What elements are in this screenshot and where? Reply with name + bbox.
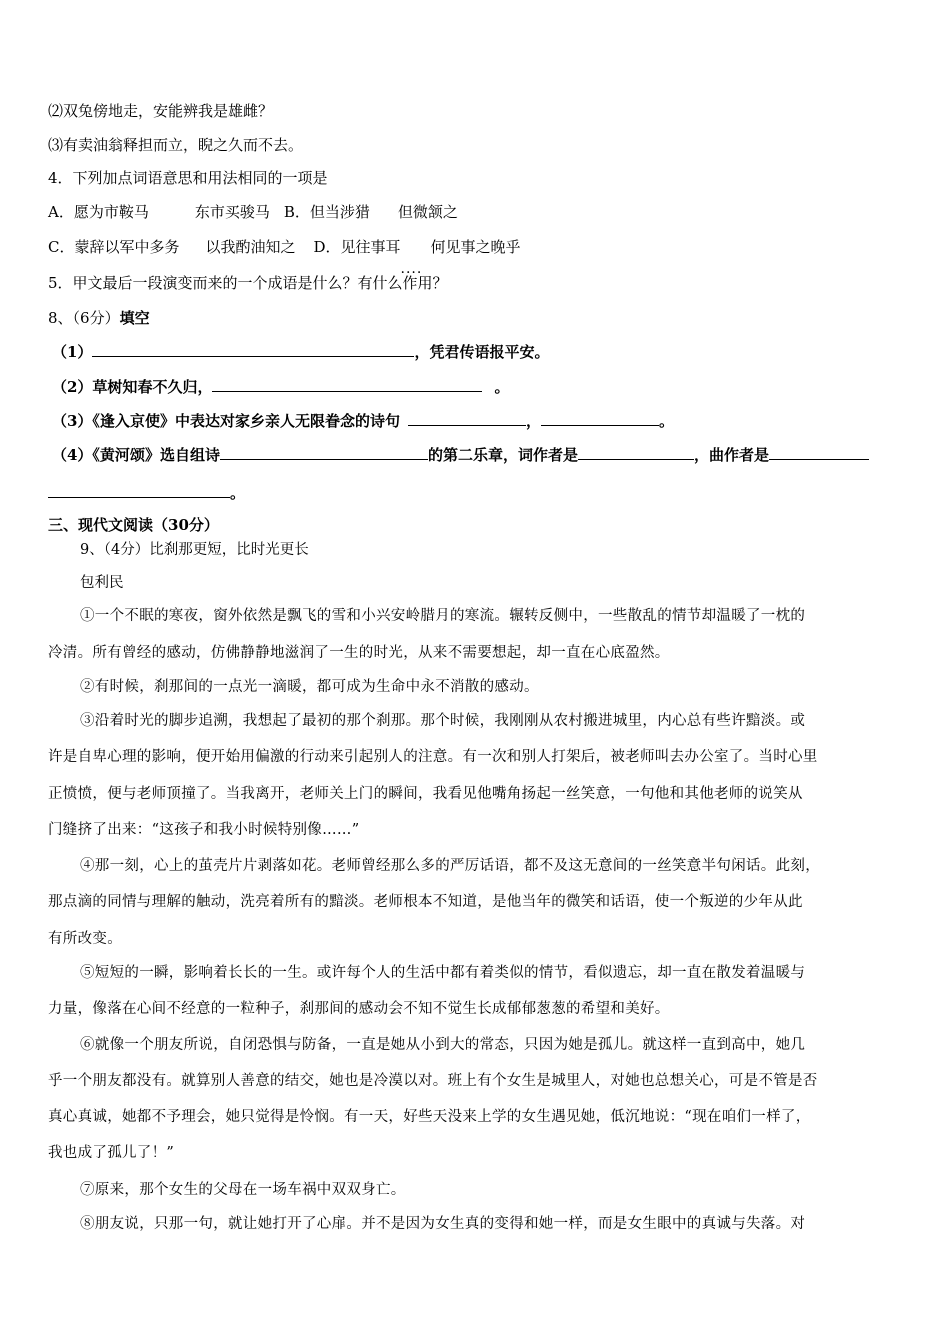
paragraph-3-line-3: 正愤愤，便与老师顶撞了。当我离开，老师关上门的瞬间，我看见他嘴角扬起一丝笑意，一句他和其他老师的说笑从 <box>48 786 803 802</box>
paragraph-6-line-2: 乎一个朋友都没有。就算别人善意的结交，她也是冷漠以对。班上有个女生是城里人，对她也总想关心，可是不管是否 <box>48 1073 818 1089</box>
paragraph-4-line-1: ④那一刻，心上的茧壳片片剥落如花。老师曾经那么多的严厉话语，都不及这无意间的一丝笑意半句闲话。此刻， <box>80 858 820 874</box>
option-c-part1: C．蒙辞以军中多务 <box>48 238 180 256</box>
question-5: 5．甲文最后一段演变而来的一个成语是什么？有什么作用？ <box>48 274 448 292</box>
answer-blank-3b[interactable] <box>541 409 659 426</box>
answer-blank-3a[interactable] <box>408 409 526 426</box>
options-a-b <box>48 201 458 223</box>
fill-3-text: （3）《逢入京使》中表达对家乡亲人无限眷念的诗句 <box>52 412 400 430</box>
answer-blank-4d[interactable] <box>48 481 230 498</box>
option-b-part1: B．但当涉猎 <box>283 203 370 221</box>
fill-2-end: 。 <box>494 378 510 396</box>
paragraph-2: ②有时候，刹那间的一点光一滴暖，都可成为生命中永不消散的感动。 <box>80 679 539 695</box>
fill-1-number: （1） <box>52 343 93 361</box>
fill-4-end: 。 <box>230 484 246 502</box>
fill-blank-3 <box>52 409 674 432</box>
section-8-heading <box>48 307 150 329</box>
paragraph-6-line-3: 真心真诚，她都不予理会，她只觉得是怜悯。有一天，好些天没来上学的女生遇见她，低沉地说：“现在咱们一样了， <box>48 1109 811 1125</box>
paragraph-3-line-4: 门缝挤了出来：“这孩子和我小时候特别像……” <box>48 822 360 838</box>
section-3-heading: 三、现代文阅读（30分） <box>48 516 219 534</box>
paragraph-5-line-1: ⑤短短的一瞬，影响着长长的一生。或许每个人的生活中都有着类似的情节，看似遗忘，却一直在散发着温暖与 <box>80 965 806 981</box>
fill-blank-4 <box>52 443 869 466</box>
paragraph-3-line-2: 许是自卑心理的影响，便开始用偏激的行动来引起别人的注意。有一次和别人打架后，被老师叫去办公室了。当时心里 <box>48 749 818 765</box>
option-a-part2: 东市买骏马 <box>194 203 270 221</box>
answer-blank-1[interactable] <box>92 340 414 357</box>
paragraph-6-line-1: ⑥就像一个朋友所说，自闭恐惧与防备，一直是她从小到大的常态，只因为她是孤儿。就这样一直到高中，她几 <box>80 1037 806 1053</box>
fill-4-text-b: 的第二乐章，词作者是 <box>427 446 578 464</box>
fill-1-text: ，凭君传语报平安。 <box>414 343 550 361</box>
paragraph-1-line-2: 冷清。所有曾经的感动，仿佛静静地滋润了一生的时光，从来不需要想起，却一直在心底盈然。 <box>48 645 670 661</box>
fill-4-text-a: （4）《黄河颂》选自组诗 <box>52 446 220 464</box>
paragraph-6-line-4: 我也成了孤儿了！” <box>48 1145 175 1161</box>
fill-blank-4-cont <box>48 481 245 504</box>
question-9-title: 9、（4分）比刹那更短，比时光更长 <box>80 542 309 558</box>
paragraph-1-line-1: ①一个不眠的寒夜，窗外依然是飘飞的雪和小兴安岭腊月的寒流。辗转反侧中，一些散乱的情节却温暖了一枕的 <box>80 608 806 624</box>
section-8-title: 填空 <box>119 309 150 327</box>
fill-blank-1 <box>52 340 549 363</box>
option-b-part2: 但微颔之 <box>397 203 458 221</box>
fill-4-text-c: ，曲作者是 <box>693 446 769 464</box>
paragraph-3-line-1: ③沿着时光的脚步追溯，我想起了最初的那个刹那。那个时候，我刚刚从农村搬进城里，内心总有些许黯淡。或 <box>80 713 806 729</box>
option-d-part1: D．见往事耳 <box>313 238 401 256</box>
answer-blank-4a[interactable] <box>220 443 428 460</box>
poem-line-3: ⑶有卖油翁释担而立，睨之久而不去。 <box>48 136 304 154</box>
answer-blank-4b[interactable] <box>578 443 694 460</box>
answer-blank-4c[interactable] <box>769 443 869 460</box>
fill-2-text: （2）草树知春不久归， <box>52 378 213 396</box>
option-a-part1: A．愿为市鞍马 <box>48 203 149 221</box>
fill-3-mid: ， <box>525 412 541 430</box>
paragraph-5-line-2: 力量，像落在心间不经意的一粒种子，刹那间的感动会不知不觉生长成郁郁葱葱的希望和美好。 <box>48 1001 670 1017</box>
paragraph-8-line-1: ⑧朋友说，只那一句，就让她打开了心扉。并不是因为女生真的变得和她一样，而是女生眼中的真诚与失落。对 <box>80 1216 806 1232</box>
poem-line-2: ⑵双兔傍地走，安能辨我是雄雌？ <box>48 102 274 120</box>
option-d-part2: 何见事之晚乎 <box>430 238 521 256</box>
paragraph-4-line-3: 有所改变。 <box>48 931 122 947</box>
section-8-prefix: 8、（6分） <box>48 309 120 327</box>
article-author: 包利民 <box>80 575 124 591</box>
fill-3-end: 。 <box>658 412 674 430</box>
paragraph-7: ⑦原来，那个女生的父母在一场车祸中双双身亡。 <box>80 1182 406 1198</box>
paragraph-4-line-2: 那点滴的同情与理解的触动，洗亮着所有的黯淡。老师根本不知道，是他当年的微笑和话语，使一个叛逆的少年从此 <box>48 894 803 910</box>
options-c-d <box>48 236 521 258</box>
answer-blank-2[interactable] <box>212 375 482 392</box>
fill-blank-2 <box>52 375 509 398</box>
option-c-part2: 以我酌油知之 <box>205 238 296 256</box>
question-4: 4．下列加点词语意思和用法相同的一项是 <box>48 169 328 187</box>
